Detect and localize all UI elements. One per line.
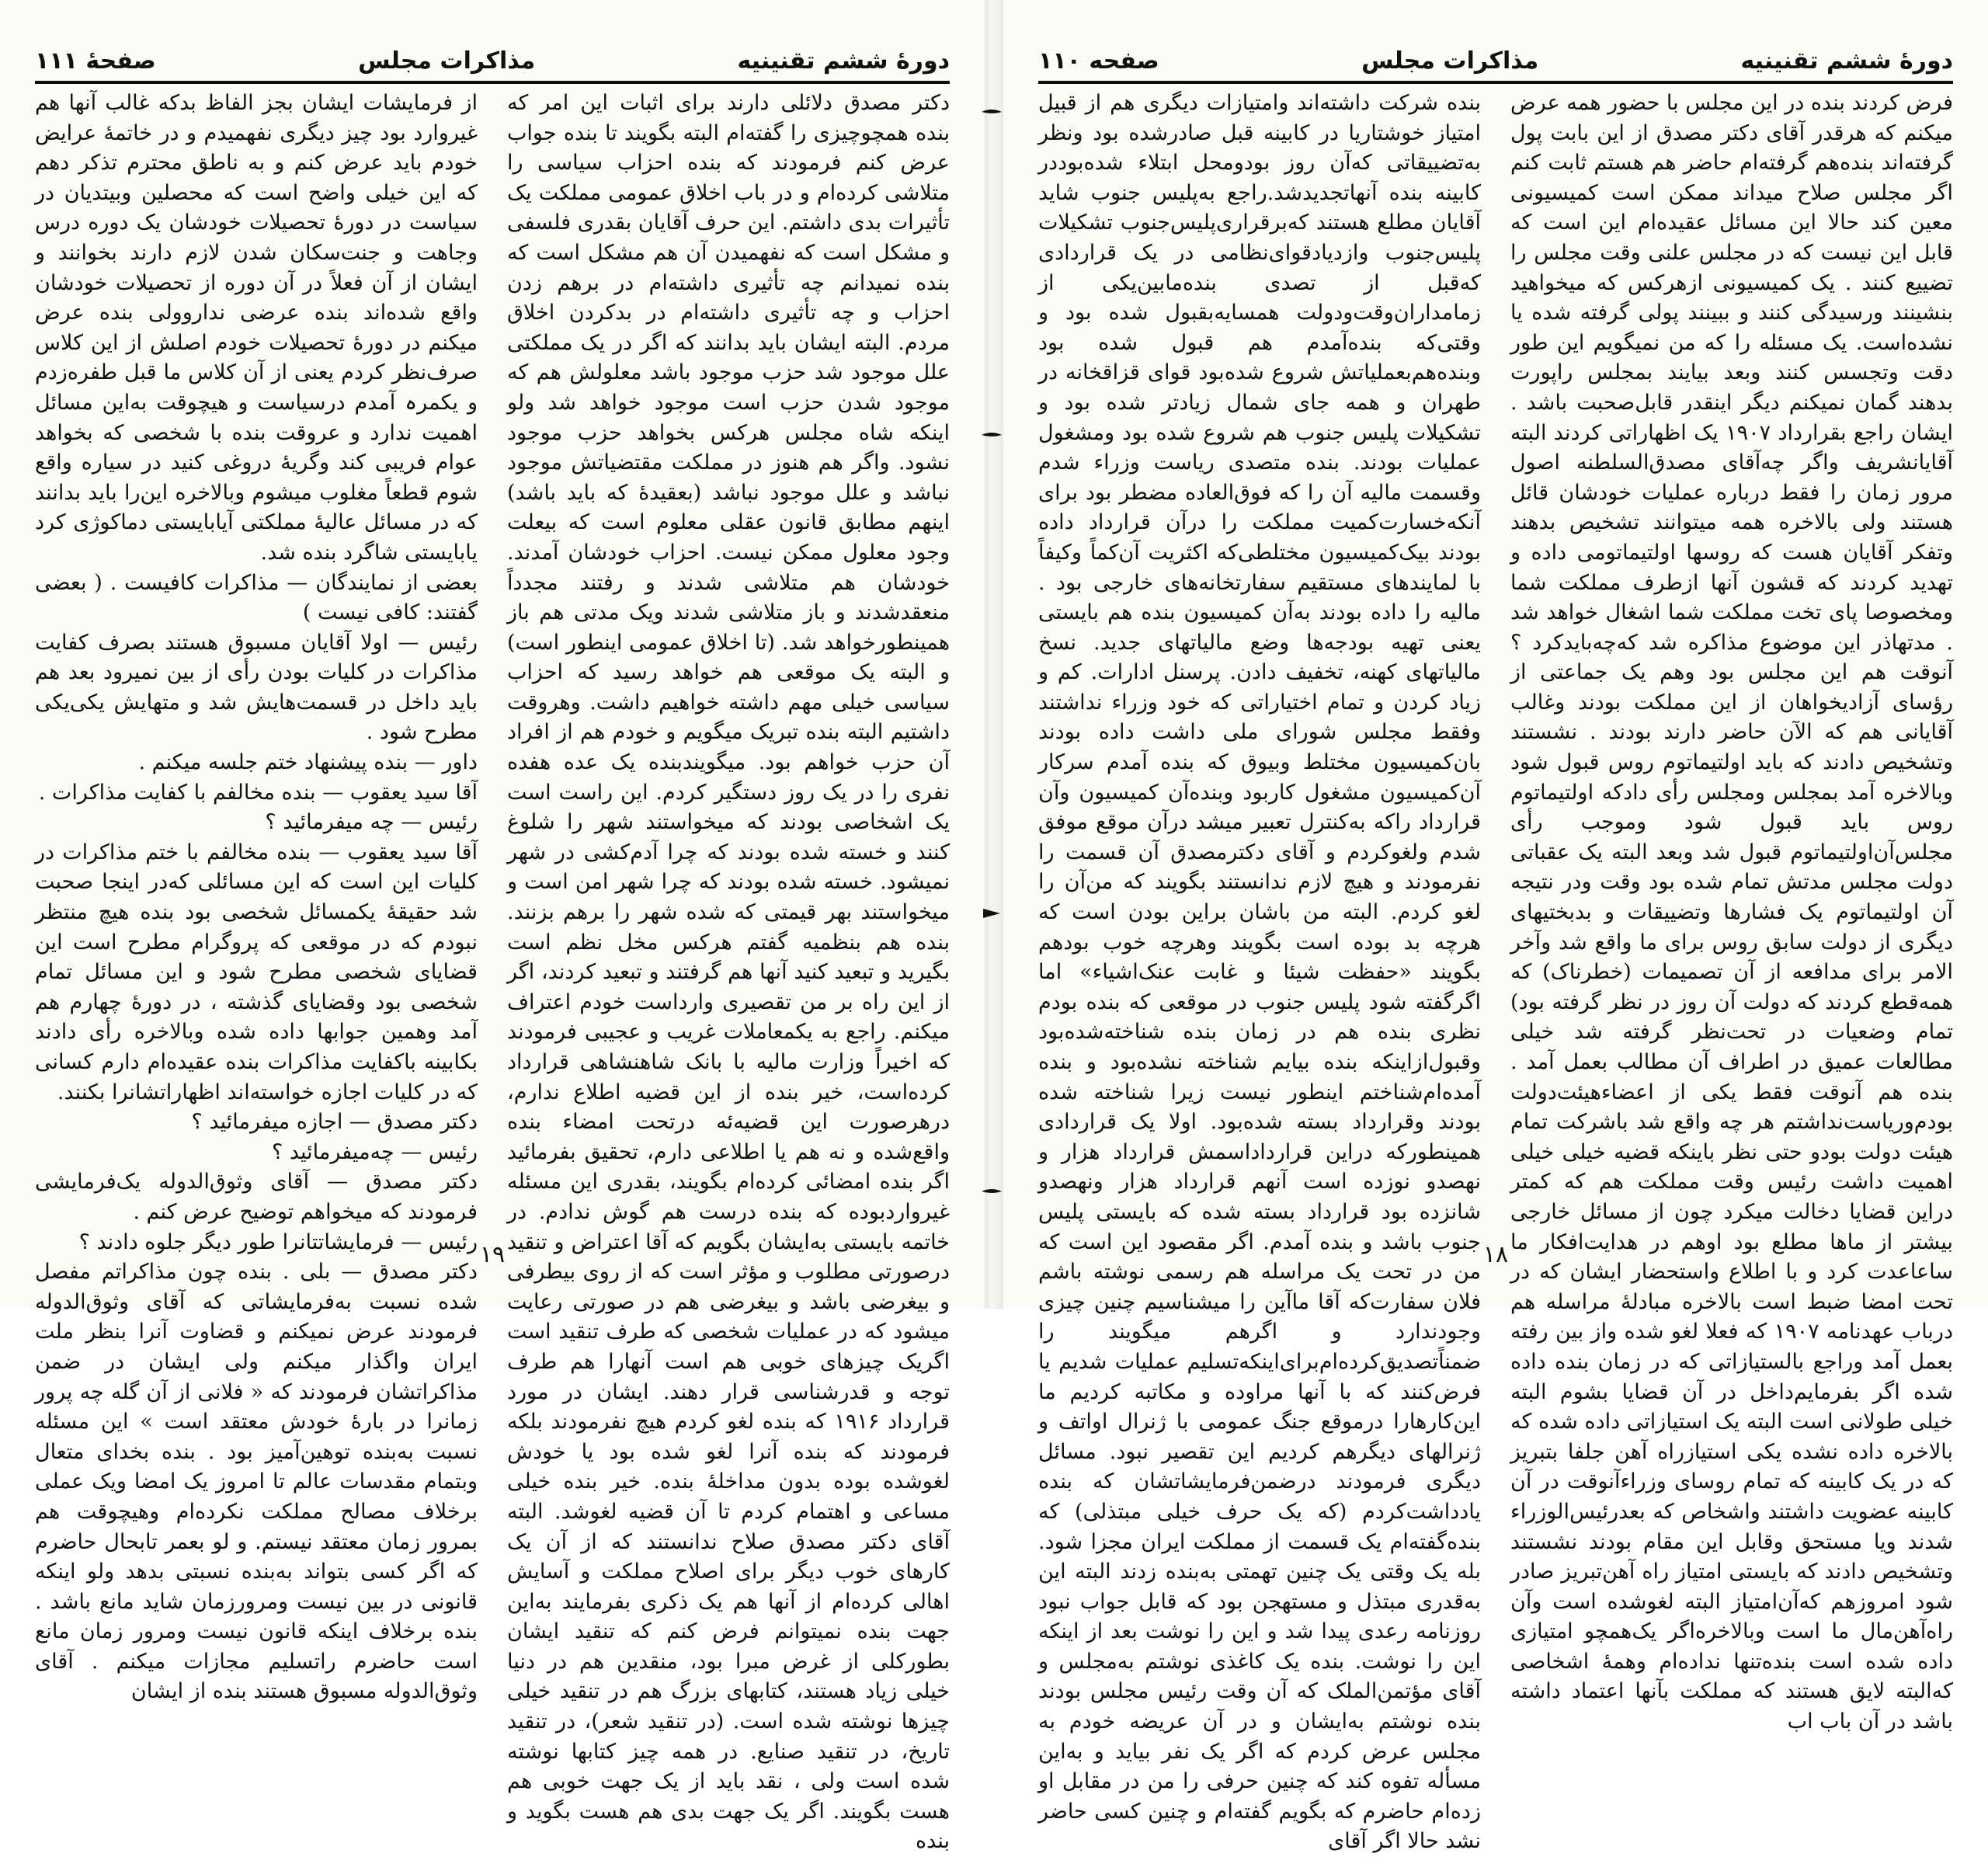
left-header-title: مذاکرات مجلس bbox=[358, 47, 536, 75]
binding-mark-icon bbox=[980, 907, 1003, 920]
right-folio: ۱۸ bbox=[1482, 1241, 1509, 1268]
right-page bbox=[1003, 0, 1988, 1854]
gutter bbox=[985, 0, 1003, 1309]
right-header-page-number: صفحه ۱۱۰ bbox=[1038, 47, 1159, 75]
right-running-head bbox=[1038, 43, 1953, 78]
right-page-left-column bbox=[1038, 89, 1482, 1854]
left-columns bbox=[35, 89, 950, 1854]
left-header-page-number: صفحهٔ ۱۱۱ bbox=[35, 47, 156, 75]
column-text: از فرمایشات ایشان بجز الفاظ بدکه غالب آنها هم غیروارد بود چیز دیگری نفهمیدم و در خاتمهٔ عرایض خودم باید عرض کنم و به ناطق محترم تذکر دهم که این خیلی واضح است که محصلین وبیتدیان در سیاست در دورهٔ تحصیلات خودشان یک دوره درس وجاهت و جنت‌سکان شدن لازم دارند بخوانند و ایشان از آن فعلاً در آن دوره از تحصیلات خودشان واقع شده‌اند بنده عرضی نداروولی بنده عرض میکنم در دورهٔ تحصیلات خودم اصلش از این کلاس صرف‌نظر کردم یعنی از آن کلاس ما قبل طفره‌زدم و یکمرہ آمدم درسیاست و هیچوقت به‌این مسائل اهمیت ندارد و عروقت بنده با شخصی که بخواهد عوام فریبی کند وگریهٔ دروغی کنید در سیاره واقع شوم قطعاً مغلوب میشوم وبالاخره این‌را باید بدانند که در مسائل عالیهٔ مملکتی آیابایستی دماکوژی کرد یابایستی شاگرد بنده شد. بعضی از نمایندگان — مذاکرات کافیست . ( بعضی گفتند: کافی نیست ) رئیس — اولا آقایان مسبوق هستند بصرف کفایت مذاکرات در کلیات بودن رأی از بین نمیرود بعد هم باید داخل در قسمت‌هایش شد و متهایش یکی‌یکی مطرح شود . داور — بنده پیشنهاد ختم جلسه میکنم . آقا سید یعقوب — بنده مخالفم با کفایت مذاکرات . رئیس — چه میفرمائید ؟ آقا سید یعقوب — بنده مخالفم با ختم مذاکرات در کلیات این است که این مسائلی که‌در اینجا صحبت شد حقیقهٔ یکمسائل شخصی بود بنده هیچ منتظر نبودم که در موقعی که پروگرام مطرح است این قضایای شخصی مطرح شود و این مسائل تمام شخصی بود وقضایای گذشته ، در دورهٔ چهارم هم آمد وهمین جوابها داده شده وبالاخره رأی دادند بکابینه باکفایت مذاکرات بنده عقیده‌ام دارم کسانی که در کلیات اجازه خواسته‌اند اظهاراتشانرا بکنند. دکتر مصدق — اجازه میفرمائید ؟ رئیس — چه‌میفرمائید ؟ دکتر مصدق — آقای وثوق‌الدوله یک‌فرمایشی فرمودند که میخواهم توضیح عرض کنم . رئیس — فرمایشاتتانرا طور دیگر جلوه دادند ؟ دکتر مصدق — بلی . بنده چون مذاکراتم مفصل شده نسبت به‌فرمایشاتی که آقای وثوق‌الدوله فرمودند عرض نمیکنم و قضاوت آنرا بنظر ملت ایران واگذار میکنم ولی ایشان در ضمن مذاکراتشان فرمودند که « فلانی از آن گله چه پرور زمانرا در بارهٔ خودش معتقد است » این مسئله نسبت به‌بنده توهین‌آمیز بود . بنده بخدای متعال وبتمام مقدسات عالم تا امروز یک امضا ویک عملی برخلاف مصالح مملکت نکرده‌ام وهیچوقت هم بمرور زمان معتقد نیستم. و لو بعمر تابحال حاضرم که اگر کسی بتواند به‌بنده نسبتی بدهد ولو اینکه قانونی در بین نیست ومرورزمان شاید مانع باشد . بنده برخلاف اینکه قانون نیست ومرور زمان مانع است حاضرم راتسلیم مجازات میکنم . آقای وثوق‌الدوله مسبوق هستند بنده از ایشان bbox=[35, 91, 478, 1704]
left-folio: ۱۹ bbox=[479, 1241, 506, 1268]
left-header-rule bbox=[35, 81, 950, 84]
column-text: فرض کردند بنده در این مجلس با حضور همه عرض میکنم که هرقدر آقای دکتر مصدق از این بابت پول گرفته‌اند بنده‌هم گرفته‌ام حاضر هم هستم ثابت کنم اگر مجلس صلاح میداند ممکن است کمیسیونی معین کند حالا این مسائل عقیده‌ام این است که قابل این نیست که در مجلس علنی وقت مجلس را تضییع کنند . یک کمیسیونی ازهرکس که میخواهید بنشینند ورسیدگی کنند و ببینند پولی گرفته شده یا نشده‌است. یک مسئله را که من نمیگویم این طور دقت وتجسس کنند وبعد بیایند بمجلس راپورت بدهند گمان نمیکنم دیگر اینقدر قابل‌صحبت باشد . ایشان راجع بقرارداد ۱۹۰۷ یک اظهاراتی کردند البته آقایانشریف واگر چه‌آقای مصدق‌السلطنه اصول مرور زمان را فقط درباره عملیات خودشان قائل هستند ولی بالاخره همه میتوانند تشخیص بدهند وتفکر آقایان هست که روسها اولتیماتومی داده و تهدید کردند که قشون آنها ازطرف مملکت شما ومخصوصا پای تخت مملکت شما اشغال خواهد شد . مدتهاذر این موضوع مذاکره شد که‌چه‌بایدکرد ؟ آنوقت هم این مجلس بود وهم یک جماعتی از رؤسای آزادیخواهان از این مملکت بودند وغالب آقایانی هم که الآن حاضر دارند بودند . نشستند وتشخیص دادند که باید اولتیماتوم روس قبول شود وبالاخره آمد بمجلس ومجلس رأی دادکه اولتیماتوم روس باید قبول شود وموجب رأی مجلس‌آن‌اولتیماتوم قبول شد وبعد البته یک عقباتی دولت مجلس مدتش تمام شده بود وقت ودر نتیجه آن اولتیماتوم یک فشارها وتضییقات و بدبختیهای دیگری از دولت سابق روس برای ما واقع شد وآخر الامر برای مدافعه از آن تصمیمات (خطرناک) که همه‌قطع کردند که دولت آن روز در نظر گرفته بود) تمام وضعیات در تحت‌نظر گرفته شد خیلی مطالعات عمیق در اطراف آن مطالب بعمل آمد . بنده هم آنوقت فقط یکی از اعضاءهیئت‌دولت بودم‌ورياست‌نداشتم هر چه واقع شد باشرکت تمام هیئت دولت بودو حتی نظر باینکه قضیه خیلی خیلی اهمیت داشت رئیس وقت مملکت هم که کمتر دراین قضایا دخالت میکرد چون از مسائل خارجی بیشتر از ماها مطلع بود اوهم در هدایت‌افکار ما ساعاعدت کرد و با اطلاع واستحضار ایشان که در تحت امضا ضبط است بالاخره مبادلهٔ مراسله هم درباب عهدنامه ۱۹۰۷ که فعلا لغو شده واز بین رفته بعمل آمد وراجع بالستیازاتی که در زمان بنده داده شده اگر بفرمایم‌داخل در آن قضایا بشوم البته خیلی طولانی است البته یک استیازاتی داده شده که بالاخره داده نشده یکی استیازراه آهن جلفا بتبریز که در یک کابینه که تمام روسای وزراءآنوقت در آن کابینه عضویت داشتند واشخاص که بعدرئیس‌الوزراء شدند ویا مستحق وقابل این مقام بودند نشستند وتشخیص دادند که بایستی امتیاز راه آهن‌تبریز صادر شود امروزهم که‌آن‌امتیاز البته لغوشده است وآن راه‌آهن‌مال ما است وبالاخره‌اگر یک‌همچو امتیازی داده شده است بنده‌تنها نداده‌ام وهمهٔ اشخاصی که‌البته لایق هستند که مملکت بآنها اعتماد داشته باشد در آن باب اب bbox=[1510, 91, 1953, 1734]
left-page-left-column bbox=[35, 89, 478, 1704]
binding-mark-icon bbox=[980, 1185, 1003, 1198]
right-header-session: دورهٔ ششم تقنینیه bbox=[1740, 47, 1953, 75]
binding-mark-icon bbox=[980, 106, 1003, 118]
left-running-head bbox=[35, 43, 950, 78]
binding-mark-icon bbox=[980, 429, 1003, 441]
right-page-right-column bbox=[1510, 89, 1953, 1734]
column-text: بنده شرکت داشته‌اند وامتیازات دیگری هم از قبیل امتیاز خوشتاریا در کابینه قبل صادرشده بود ونظر به‌تضییقاتی که‌آن روز بودومحل ابتلاء شده‌بوددر کابینه بنده آنها‌تجدید‌شد.راجع به‌پلیس جنوب شاید آقایان مطلع هستند که‌برقراری‌پلیس‌جنوب تشکیلات پلیس‌جنوب وازدیادقوای‌نظامی در یک قراردادی که‌قبل از تصدی بنده‌مابین‌یکی از زمامداران‌وقت‌ودولت همسایه‌بقبول شده بود و وقتی‌که بنده‌آمدم هم قبول شده بود وبنده‌هم‌بعملیاتش شروع شده‌بود قوای قزاقخانه در طهران و همه جای شمال زیادتر شده بود و تشکیلات پلیس جنوب هم شروع شده بود ومشغول عملیات بودند. بنده متصدی ریاست وزراء شدم وقسمت مالیه آن را که فوق‌العاده مضطر بود برای آنکه‌خسارت‌کمیت مملکت را درآن قرارداد داده بودند بیک‌کمیسیون مختلطی‌که اکثریت آن‌کماً وکیفاً با لمایندهای مستقیم سفارتخانه‌های خارجی بود . مالیه را داده بودند به‌آن کمیسیون بنده هم بایستی یعنی تهیه بودجه‌ها وضع مالیاتهای جدید. نسخ مالیاتهای کهنه، تخفیف دادن. پرسنل ادارات. کم و زیاد کردن و تمام اختیاراتی که خود وزراء نداشتند وفقط مجلس شورای ملی داشت داده بودند بان‌کمیسیون مختلط وبیوق که بنده آمدم سرکار آن‌کمیسیون مشغول کاربود وبنده‌آن کمیسیون وآن قرارداد راکه به‌کنترل تعبیر میشد درآن موقع موفق شدم ولغوکردم و آقای دکترمصدق آن قسمت را نفرمودند و هیچ لازم ندانستند بگویند که من‌آن را لغو کردم. البته من باشان براین بودن است که هرچه بد بوده است بگویند وهرچه خوب بودهم بگویند «حفظت شیئا و غابت عنک‌اشیاء» اما اگرگفته شود پلیس جنوب در موقعی که بنده بودم نظری بنده هم در زمان بنده شناخته‌شده‌بود وقبول‌ازاینکه بنده بیایم شناخته نشده‌بود و بنده آمده‌ام‌شناختم اینطور نیست زیرا شناخته شده بودند وقرارداد بسته شده‌بود. اولا یک قراردادی همینطورکه دراین قرارداداسمش قرارداد هزار و نهصدو نوزده است آنهم قرارداد هزار ونهصدو شانزده بود قرارداد بسته شده که بایستی پلیس جنوب باشد و بنده آمدم. اگر مقصود این است که من در تحت یک مراسله هم رسمی نوشته باشم فلان سفارت‌که آقا ماآین را میشناسیم چنین چیزی وجودندارد و اگرهم میگویند را ضمناًتصدیق‌کرده‌ام‌برای‌اینکه‌تسلیم عملیات شدیم یا فرض‌کنند که با آنها مراوده و مکاتبه کردیم ما این‌کارهارا درموقع جنگ عمومی با ژنرال اواتف و ژنرالهای دیگرهم کردیم این تقصیر نبود. مسائل دیگری فرمودند درضمن‌فرمایشاتشان که بنده یادداشت‌کردم (که یک حرف خیلی مبتذلی) که بنده‌گفته‌ام یک قسمت از مملکت ایران مجزا شود. بله یک وقتی یک چنین تهمتی به‌بنده زدند البته این به‌قدری مبتذل و مستهجن بود که‌ قابل جواب نبود روزنامه رعدی پیدا شد و این را نوشت بعد از اینکه این را نوشت. بنده یک کاغذی نوشتم به‌مجلس و آقای مؤتمن‌الملک که آن وقت رئیس مجلس بودند بنده نوشتم به‌ایشان و در آن عریضه خودم به مجلس عرض کردم که اگر یک نفر بیاید و به‌این مسأله تفوه کند که چنین حرفی را من در مقابل او زده‌ام حاضرم که بگویم گفته‌ام و چنین کسی حاضر نشد حالا اگر آقای bbox=[1038, 91, 1482, 1854]
left-page-right-column bbox=[507, 89, 950, 1854]
column-text: دکتر مصدق دلائلی دارند برای اثبات این امر که بنده همچوچیزی را گفته‌ام البته بگویند تا بنده جواب عرض کنم فرمودند که بنده احزاب سیاسی را متلاشی کرده‌ام و در باب اخلاق عمومی مملکت یک تأثیرات بدی داشتم. این حرف آقایان بقدری فلسفی و مشکل است که نفهمیدن آن هم مشکل است که بنده نمیدانم چه تأثیری داشته‌ام در برهم زدن احزاب و چه تأثیری داشته‌ام در بدکردن اخلاق مردم. البته ایشان باید بدانند که اگر در یک مملکتی علل موجود شد حزب موجود باشد معلولش هم که موجود شدن حزب است موجود خواهد شد ولو اینکه شاه مجلس هرکس بخواهد حزب موجود نشود. واگر هم هنوز در مملکت مقتضیاتش موجود نباشد و علل موجود نباشد (بعقیدهٔ که باید باشد) اینهم مطابق قانون عقلی معلوم است که بیعلت وجود معلول ممکن نیست. احزاب خودشان آمدند. خودشان هم متلاشی شدند و رفتند مجدداً منعقدشدند و باز متلاشی شدند ویک مدتی هم باز همینطورخواهد شد. (تا اخلاق عمومی اینطور است) و البته یک موقعی هم خواهد رسید که احزاب سیاسی خیلی مهم داشته خواهیم داشت. وهروقت داشتیم البته بنده تبریک میگویم و خودم هم از افراد آن حزب خواهم بود. میگویندبنده یک عده هفده نفری را در یک روز دستگیر کردم. این راست است یک اشخاصی بودند که میخواستند شهر را شلوغ کنند و خسته شده بودند که چرا آدم‌کشی در شهر نمیشود. خسته شده بودند که چرا شهر امن است و میخواستند بهر قیمتی که شده شهر را برهم بزنند. بنده هم بنظمیه گفتم هرکس مخل نظم است بگیرید و تبعید کنید آنها هم گرفتند و تبعید کردند، اگر از این راه بر من تقصیری وارداست خودم اعتراف میکنم. راجع به یکمعاملات غریب و عجیبی فرمودند که اخیراً وزارت مالیه با بانک شاهنشاهی قرارداد کرده‌است، خیر بنده از این قضیه اطلاع ندارم، درهرصورت این قضیه‌ئه درتحت امضاء بنده واقع‌شده و نه هم یا اطلاعی دارم، تحقیق بفرمائید اگر بنده امضائی کرده‌ام بگویند، بقدری این مسئله غیرواردبوده که بنده درست هم گوش ندادم. در خاتمه بایستی به‌ایشان بگویم که آقا اعتراض و تنقید درصورتی مطلوب و مؤثر است که از روی بیطرفی و بیغرضی باشد و بیغرضی هم در صورتی رعایت میشود که در عملیات شخصی که طرف تنقید است اگریک چیزهای خوبی هم است آنهارا هم طرف توجه و قدرشناسی قرار دهند. ایشان در مورد قرارداد ۱۹۱۶ که بنده لغو کردم هیچ نفرمودند بلکه فرمودند که بنده آنرا لغو شده بود یا خودش لغوشده بوده بدون مداخلهٔ بنده. خیر بنده خیلی مساعی و اهتمام کردم تا آن قضیه لغوشد. البته آقای دکتر مصدق صلاح ندانستند که از آن یک کارهای خوب دیگر برای اصلاح مملکت و آسایش اهالی کرده‌ام از آنها هم یک ذکری بفرمایند به‌این جهت بنده نمیتوانم فرض کنم که تنقید ایشان بطورکلی از غرض مبرا بود، منقدین هم در دنیا خیلی زیاد هستند، کتابهای بزرگ هم در تنقید خیلی چیزها نوشته شده است. (در تنقید شعر)، در تنقید تاریخ، در تنقید صنایع. در همه چیز کتابها نوشته شده است ولی ، نقد باید از یک جهت خوبی هم هست بگویند. اگر یک جهت بدی هم هست بگوید و بنده bbox=[507, 91, 950, 1854]
left-header-session: دورهٔ ششم تقنینیه bbox=[737, 47, 950, 75]
left-page bbox=[0, 0, 985, 1854]
right-header-rule bbox=[1038, 81, 1953, 84]
right-header-title: مذاکرات مجلس bbox=[1361, 47, 1539, 75]
